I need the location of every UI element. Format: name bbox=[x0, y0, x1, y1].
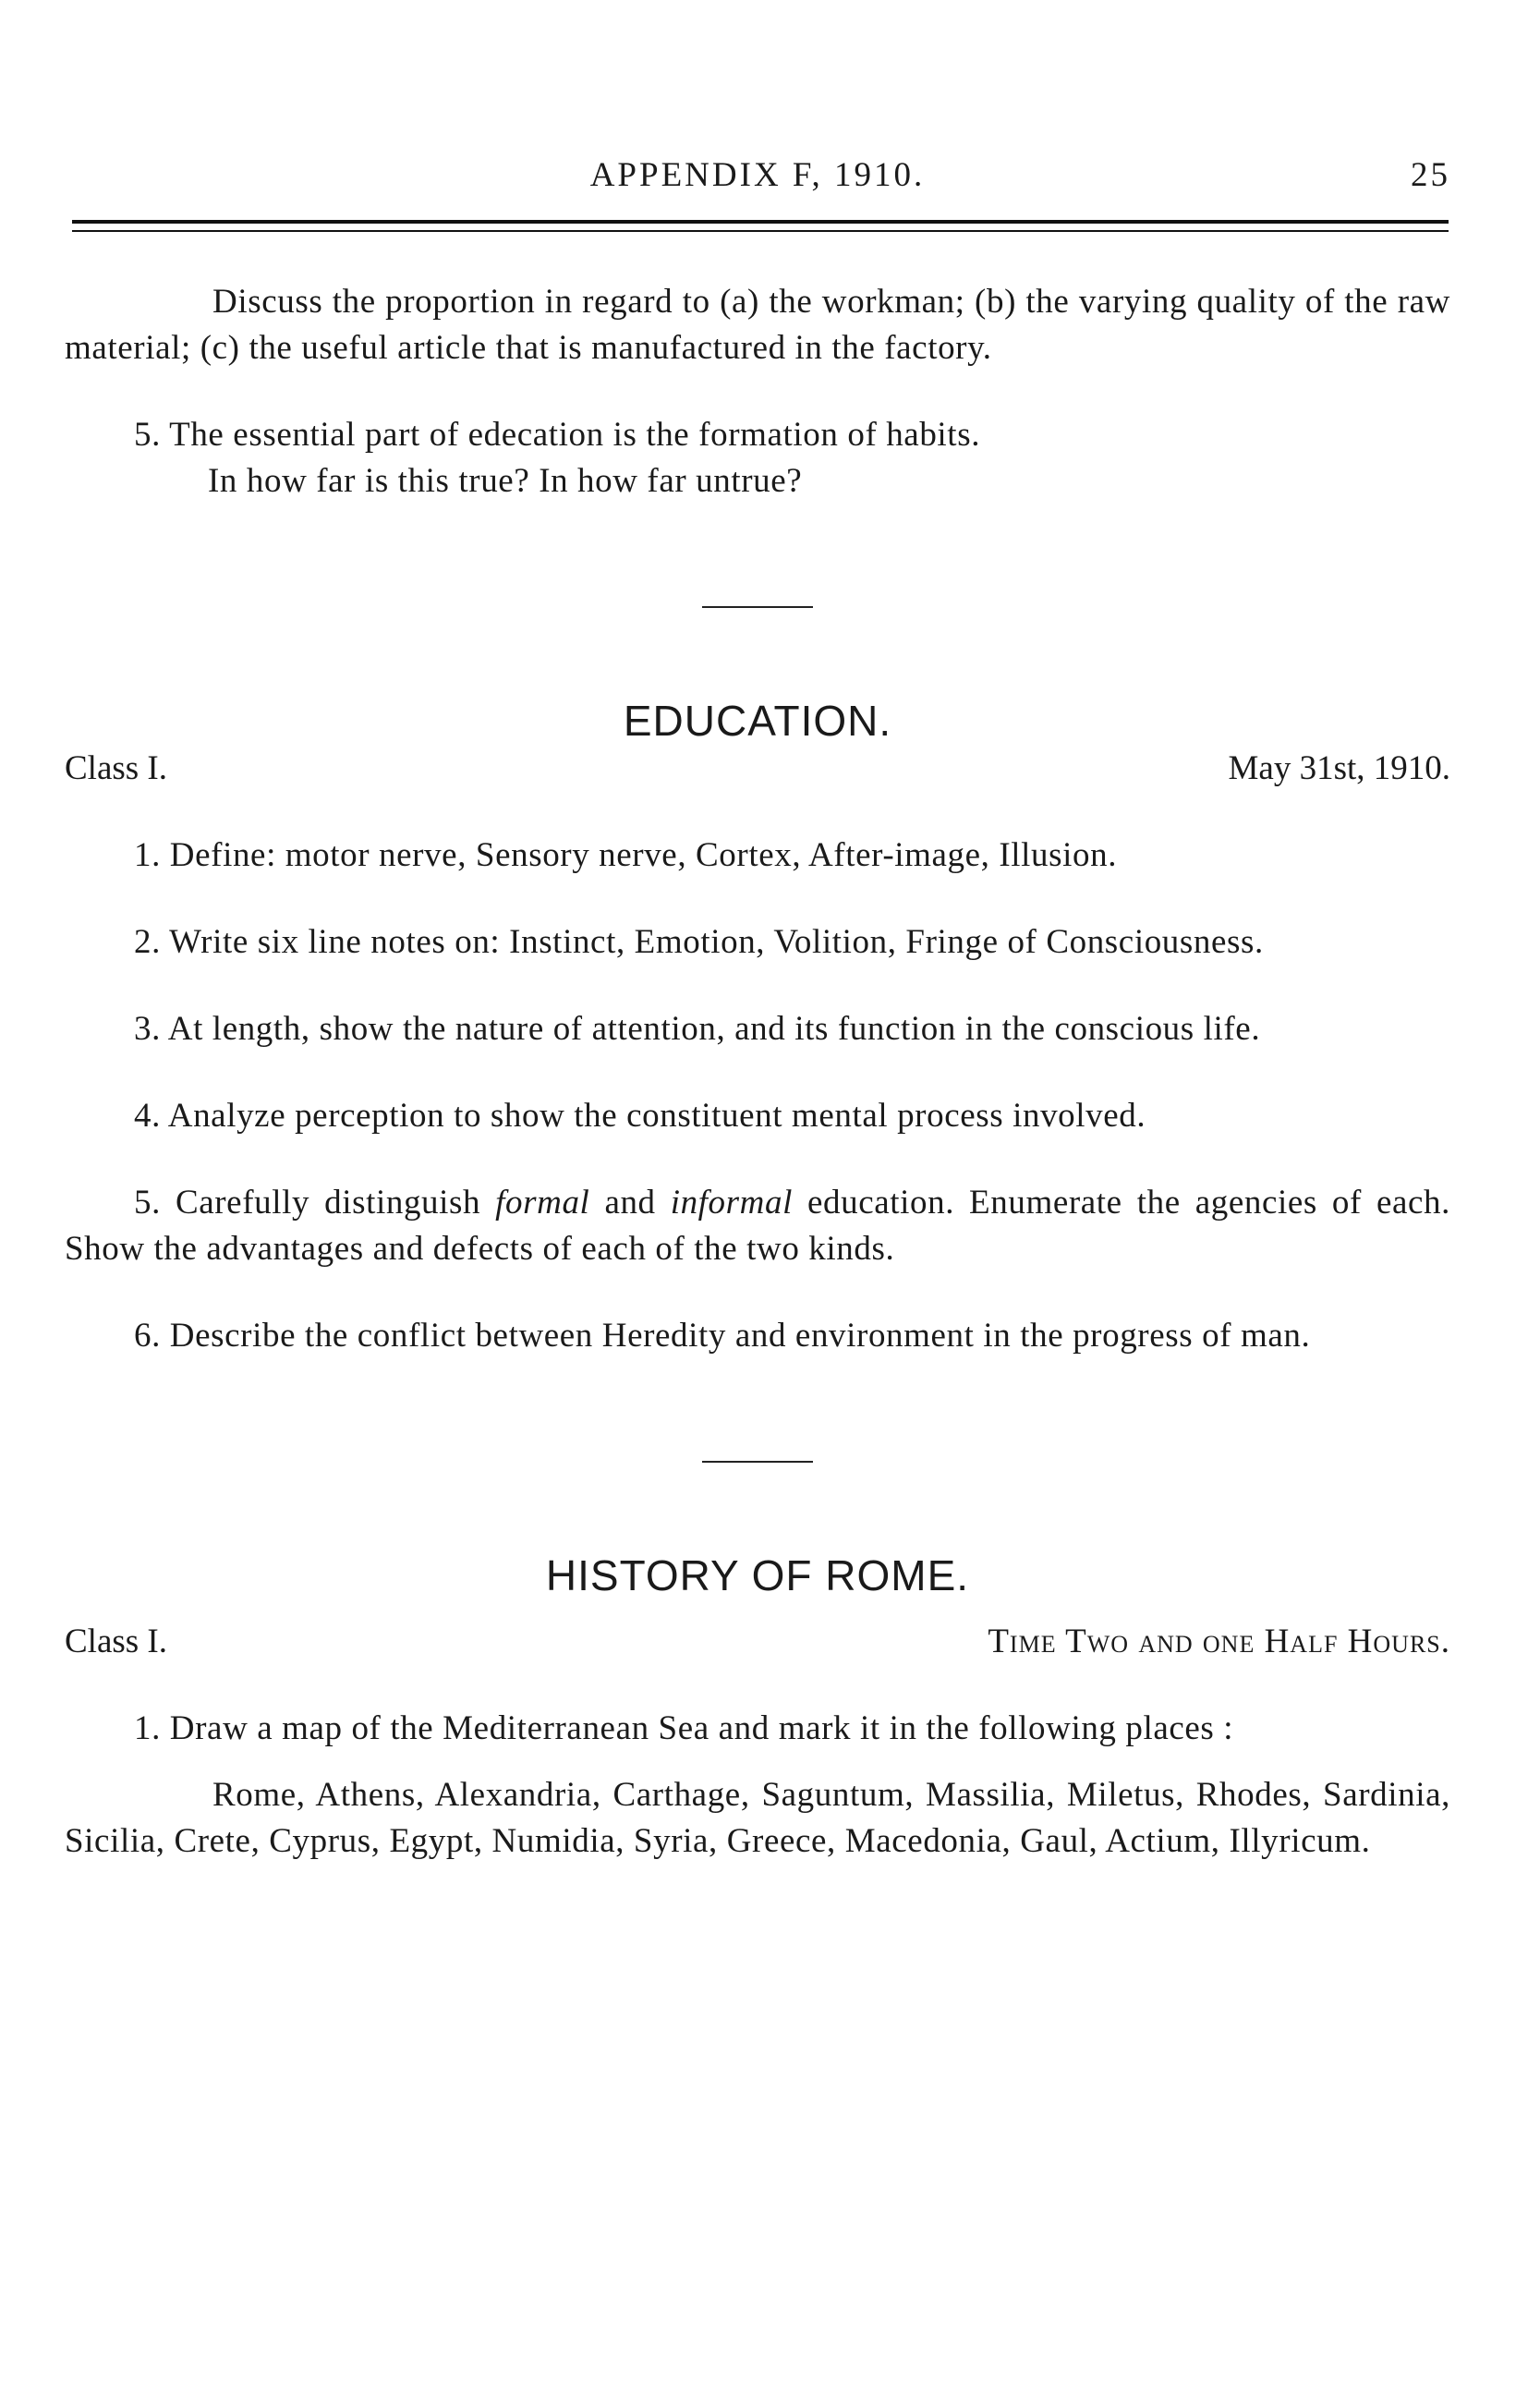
education-date: May 31st, 1910. bbox=[1228, 749, 1450, 787]
education-class: Class I. bbox=[65, 749, 167, 787]
education-question-1: 1. Define: motor nerve, Sensory nerve, Cortex, After-image, Illusion. bbox=[134, 836, 1118, 874]
question-5-line-1: 5. The essential part of edecation is the formation of habits. bbox=[134, 416, 981, 454]
paragraph-discuss: Discuss the proportion in regard to (a) the workman; (b) the varying quality of the raw material; (c) the useful article that is manufactured in the factory. bbox=[65, 283, 1450, 367]
education-question-3: 3. At length, show the nature of attention, and its function in the conscious life. bbox=[134, 1010, 1261, 1048]
rome-time: Time Two and one Half Hours. bbox=[988, 1623, 1450, 1660]
education-class-line bbox=[65, 746, 1450, 792]
section-heading-history-of-rome: HISTORY OF ROME. bbox=[545, 1551, 970, 1599]
term-formal: formal bbox=[495, 1184, 590, 1222]
education-question-5-end: education. Enumerate the agencies of each. Show the advantages and defects of each of the two kinds. bbox=[65, 1184, 1450, 1268]
education-question-4: 4. Analyze perception to show the constituent mental process involved. bbox=[134, 1097, 1146, 1135]
education-question-5 bbox=[65, 1180, 1450, 1272]
header-rule-thin bbox=[72, 230, 1449, 232]
section-heading-education: EDUCATION. bbox=[623, 697, 892, 745]
page-number: 25 bbox=[1411, 156, 1450, 194]
question-5-line-2: In how far is this true? In how far untrue? bbox=[208, 462, 803, 500]
document-page bbox=[65, 0, 1450, 2407]
running-head-title: APPENDIX F, 1910. bbox=[589, 156, 926, 194]
education-question-5-start: 5. Carefully distinguish bbox=[134, 1184, 481, 1222]
rome-class-line bbox=[65, 1619, 1450, 1665]
rome-question-1: 1. Draw a map of the Mediterranean Sea and mark it in the following places : bbox=[134, 1709, 1234, 1747]
education-question-6: 6. Describe the conflict between Heredity and environment in the progress of man. bbox=[134, 1317, 1311, 1355]
rome-class: Class I. bbox=[65, 1623, 167, 1660]
word-and: and bbox=[604, 1184, 656, 1222]
header-rule bbox=[72, 220, 1449, 224]
term-informal: informal bbox=[670, 1184, 793, 1222]
education-question-2: 2. Write six line notes on: Instinct, Emotion, Volition, Fringe of Consciousness. bbox=[134, 923, 1264, 961]
rome-places-list: Rome, Athens, Alexandria, Carthage, Saguntum, Massilia, Miletus, Rhodes, Sardinia, Sicilia, Crete, Cyprus, Egypt, Numidia, Syria, Greece, Macedonia, Gaul, Actium, Illyricum. bbox=[65, 1776, 1450, 1860]
running-head bbox=[65, 155, 1450, 201]
body-text bbox=[65, 279, 1450, 1865]
